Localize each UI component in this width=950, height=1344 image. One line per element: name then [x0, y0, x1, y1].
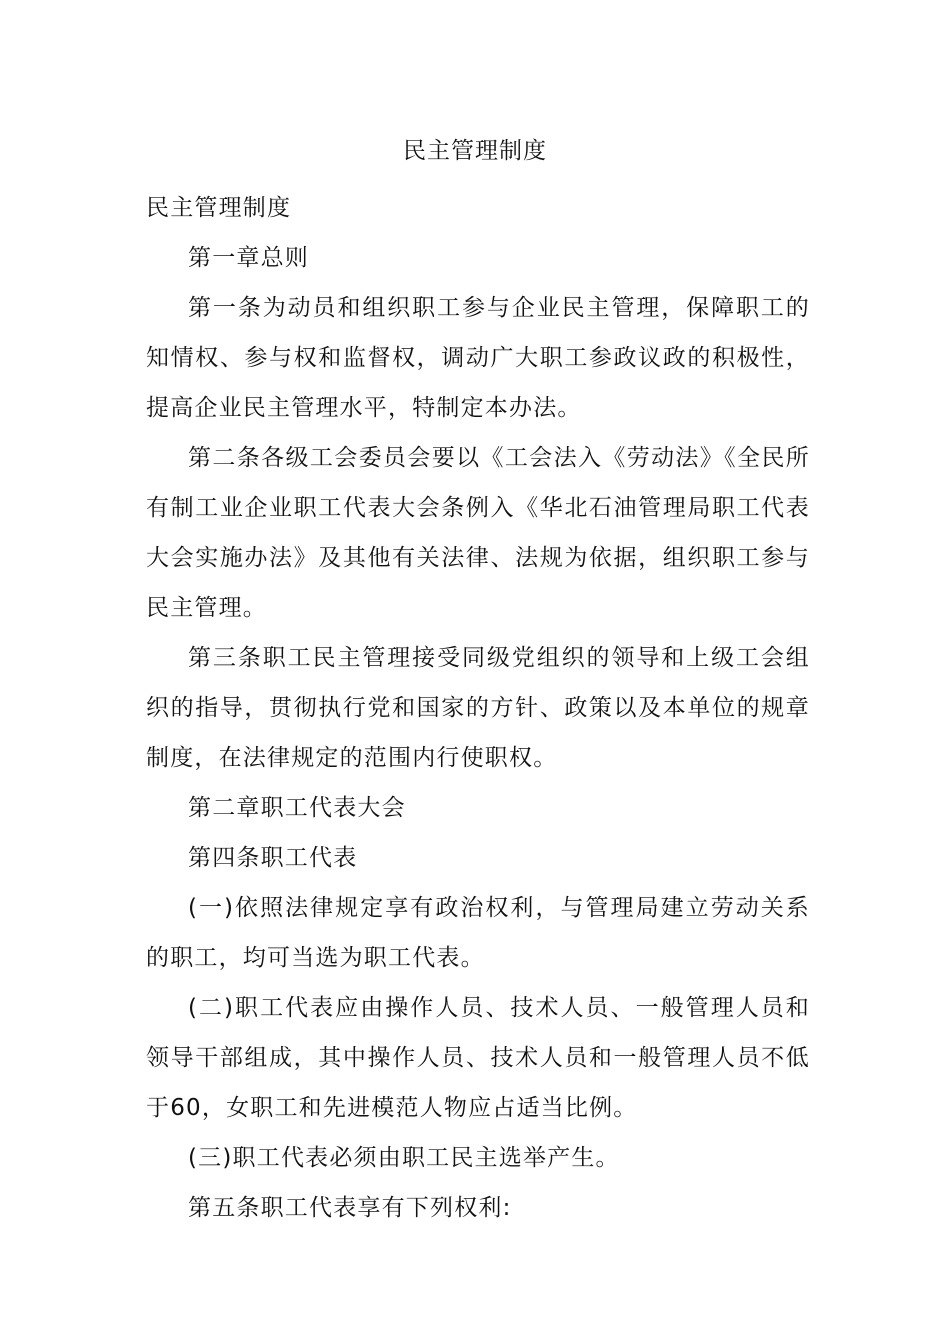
chapter-heading: 第二章职工代表大会	[188, 795, 406, 821]
article-paragraph: 第二条各级工会委员会要以《工会法入《劳动法》《全民所有制工业企业职工代表大会条例入《华北石油管理局职工代表大会实施办法》及其他有关法律、法规为依据，组织职工参与民主管理。	[146, 445, 810, 621]
article-paragraph: 第四条职工代表	[188, 845, 358, 871]
document-title: 民主管理制度	[403, 138, 547, 164]
article-paragraph: 第五条职工代表享有下列权利:	[188, 1195, 512, 1221]
section-heading: 民主管理制度	[146, 195, 292, 221]
clause-paragraph: (二)职工代表应由操作人员、技术人员、一般管理人员和领导干部组成，其中操作人员、技术人员和一般管理人员不低于60，女职工和先进模范人物应占适当比例。	[146, 995, 810, 1121]
clause-paragraph: (一)依照法律规定享有政治权利，与管理局建立劳动关系的职工，均可当选为职工代表。	[146, 895, 810, 971]
article-paragraph: 第一条为动员和组织职工参与企业民主管理，保障职工的知情权、参与权和监督权，调动广大职工参政议政的积极性，提高企业民主管理水平，特制定本办法。	[146, 295, 810, 421]
clause-paragraph: (三)职工代表必须由职工民主选举产生。	[188, 1145, 620, 1171]
article-paragraph: 第三条职工民主管理接受同级党组织的领导和上级工会组织的指导，贯彻执行党和国家的方针、政策以及本单位的规章制度，在法律规定的范围内行使职权。	[146, 645, 810, 771]
document-body	[146, 183, 810, 1233]
chapter-heading: 第一章总则	[188, 245, 309, 271]
